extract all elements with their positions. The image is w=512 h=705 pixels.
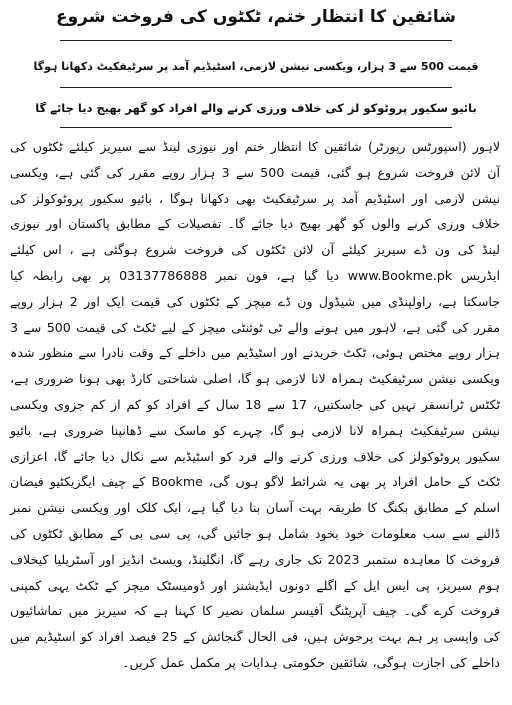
- main-headline: شائقین کا انتظار ختم، ٹکٹوں کی فروخت شروع: [56, 7, 456, 27]
- headline-divider: [60, 87, 452, 88]
- sub-headline-protocols: بائیو سکیور پروٹوکو لز کی خلاف ورزی کرنے والے افراد کو گھر بھیج دیا جائے گا: [35, 101, 477, 115]
- sub-headline-price: قیمت 500 سے 3 ہزار، ویکسی نیشن لازمی، اسٹیڈیم آمد پر سرٹیفکیٹ دکھانا ہوگا: [33, 60, 479, 73]
- article-paragraph: لاہور (اسپورٹس رپورٹر) شائقین کا انتظار ختم اور نیوزی لینڈ سے سیریز کیلئے ٹکٹوں کی آن لائن فروخت شروع ہو گئی، قیمت 500 سے 3 ہزار روپے مقرر کی گئی ہے، ویکسی نیشن لازمی اور اسٹیڈیم آمد پر سرٹیفکیٹ بھی دکھانا ہوگا ، بائیو سکیور پروٹوکولز کی خلاف ورزی کرنے والوں کو گھر بھیج دیا جائے گا۔ تفصیلات کے مطابق پاکستان اور نیوزی لینڈ کی ون ڈے سیریز کیلئے آن لائن ٹکٹوں کی فروخت شروع ہوگئی ہے ، اس کیلئے ایڈریس www.Bookme.pk دیا گیا ہے، فون نمبر 03137786888 پر بھی رابطہ کیا جاسکتا ہے، راولپنڈی میں شیڈول ون ڈے میچز کے ٹکٹوں کی قیمت ایک اور 2 ہزار روپے مقرر کی گئی ہے، لاہور میں ہونے والے ٹی ٹوئنٹی میچز کے لیے ٹکٹ کی قیمت 500 سے 3 ہزار روپے مختص ہوئی، ٹکٹ خریدنے اور اسٹیڈیم میں داخلے کے وقت نادرا سے منظور شدہ ویکسی نیشن سرٹیفکیٹ ہمراہ لانا لازمی ہو گا، اصلی شناختی کارڈ بھی ہونا ضروری ہے، ٹکٹس ٹرانسفر نہیں کی جاسکتیں، 17 سے 18 سال کے افراد کو کم از کم جزوی ویکسی نیشن سرٹیفکیٹ ہمراہ لانا لازمی ہو گا، چہرے کو ماسک سے ڈھانپنا ضروری ہے، بائیو سکیور پروٹوکولز کی خلاف ورزی کرنے والے فرد کو اسٹیڈیم سے نکال دیا جائے گا، اعزازی ٹکٹ کے حامل افراد پر بھی یہ شرائط لاگو ہوں گی، Bookme کے چیف ایگزیکٹیو فیضان اسلم کے مطابق بکنگ کا طریقہ بہت آسان بنا دیا گیا ہے، ایک کلک اور ویکسی نیشن نمبر ڈالنے سے سب معلومات خود بخود شامل ہو جائیں گی، پی سی بی کے مطابق ٹکٹوں کی فروخت کا معاہدہ ستمبر 2023 تک جاری رہے گا، انگلینڈ، ویسٹ انڈیز اور آسٹریلیا کیخلاف ہوم سیریز، پی ایس ایل کے اگلے دونوں ایڈیشنز اور ڈومیسٹک میچز کے ٹکٹ یہی کمپنی فروخت کرے گی۔ چیف آپریٹنگ آفیسر سلمان نصیر کا کہنا ہے کہ سیریز میں تماشائیوں کی واپسی پر ہم بہت پرجوش ہیں، فی الحال گنجائش کے 25 فیصد افراد کو اسٹیڈیم میں داخلے کی اجازت ہوگی، شائقین حکومتی ہدایات پر مکمل عمل کریں۔: [10, 139, 500, 670]
- article-body: [10, 134, 500, 676]
- headline-divider: [60, 40, 452, 41]
- headline-divider: [60, 127, 452, 128]
